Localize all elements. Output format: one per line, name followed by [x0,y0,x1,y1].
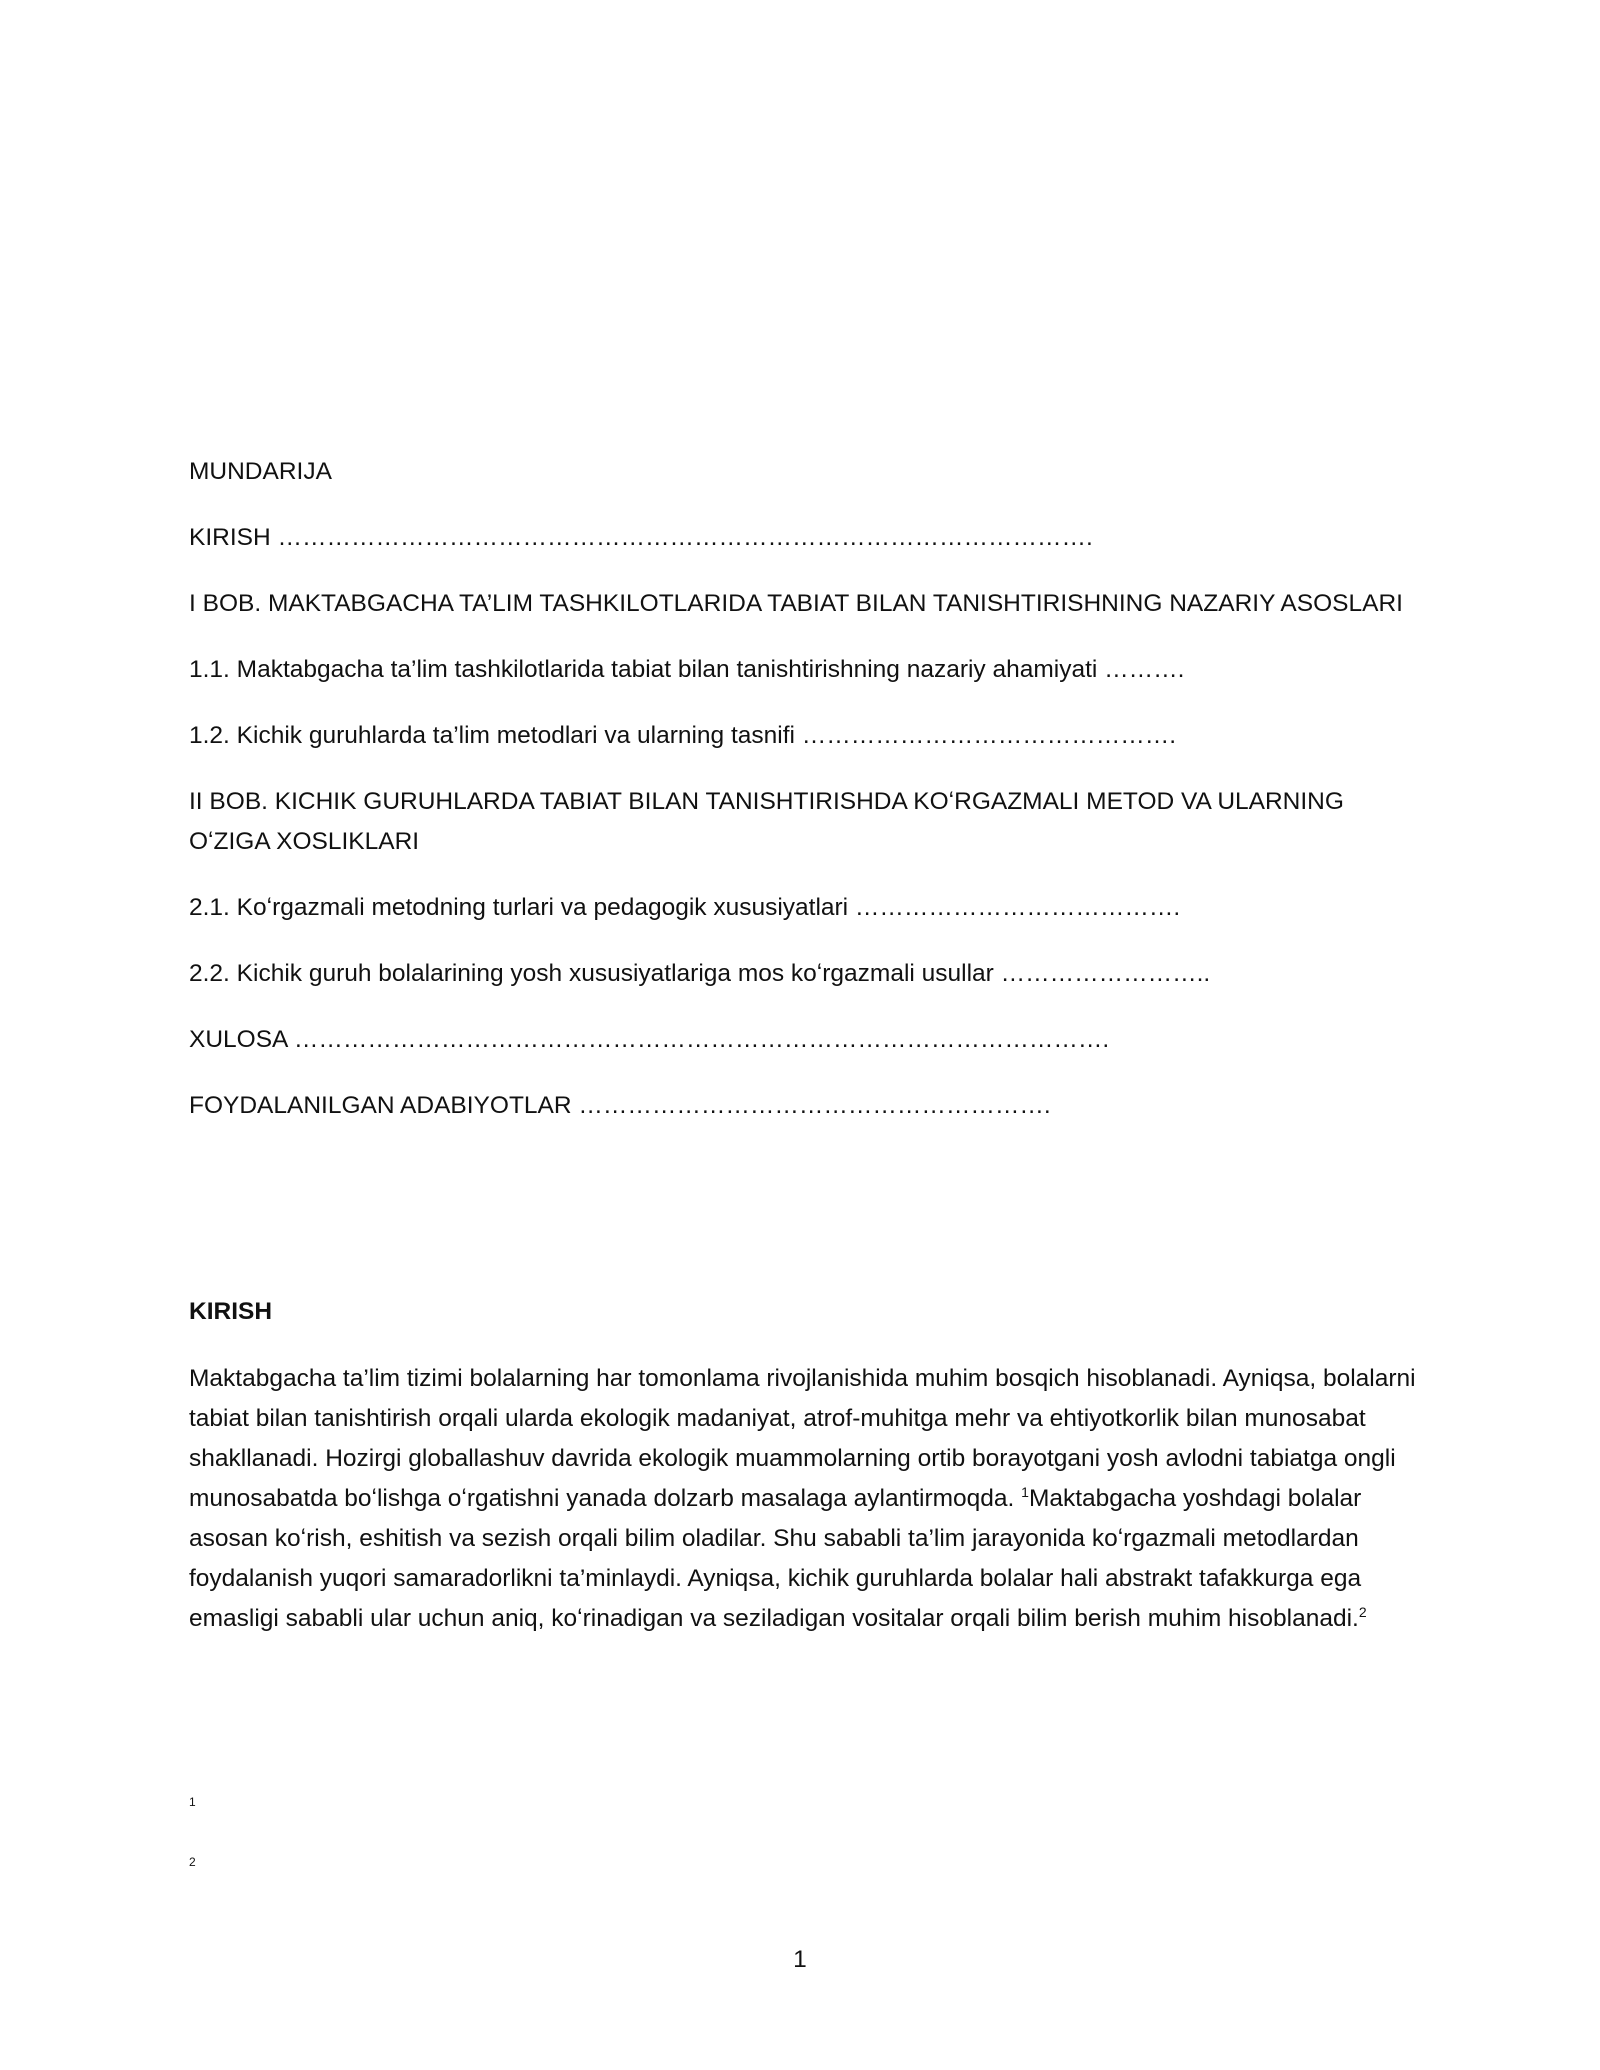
intro-text-part1: Maktabgacha ta’lim tizimi bolalarning har tomonlama rivojlanishida muhim bosqich hisoblanadi. Ayniqsa, bolalarni tabiat bilan tanishtirish orqali ularda ekologik madaniyat, atrof-muhitga mehr va ehtiyotkorlik bilan munosabat shakllanadi. Hozirgi globallashuv davrida ekologik muammolarning ortib borayotgani yosh avlodni tabiatga ongli munosabatda boʻlishga oʻrgatishni yanada dolzarb masalaga aylantirmoqda. [189,1365,1416,1512]
toc-item-chapter-2: II BOB. KICHIK GURUHLARDA TABIAT BILAN TANISHTIRISHDA KOʻRGAZMALI METOD VA ULARNING OʻZIGA XOSLIKLARI [189,788,1344,855]
toc-item-section-1-2: 1.2. Kichik guruhlarda ta’lim metodlari va ularning tasnifi ………………………………………. [189,722,1177,749]
footnote-mark-2: 2 [189,1855,196,1869]
toc-item-chapter-1: I BOB. MAKTABGACHA TA’LIM TASHKILOTLARIDA TABIAT BILAN TANISHTIRISHNING NAZARIY ASOSLARI [189,590,1403,617]
toc-item-xulosa: XULOSA ………………………………………………………………………………………. [189,1026,1110,1053]
table-of-contents [189,452,1429,1152]
intro-paragraph [189,1359,1429,1639]
footnote-ref-2: 2 [1358,1603,1367,1620]
section-title-kirish: KIRISH [189,1298,273,1325]
footnote-ref-1: 1 [1021,1483,1029,1500]
toc-item-references: FOYDALANILGAN ADABIYOTLAR …………………………………………………. [189,1092,1051,1119]
intro-text-part2: Maktabgacha yoshdagi bolalar asosan koʻrish, eshitish va sezish orqali bilim oladilar. Shu sababli ta’lim jarayonida koʻrgazmali metodlardan foydalanish yuqori samaradorlikni ta’minlaydi. Ayniqsa, kichik guruhlarda bolalar hali abstrakt tafakkurga ega emasligi sababli ular uchun aniq, koʻrinadigan va seziladigan vositalar orqali bilim berish muhim hisoblanadi. [189,1485,1362,1632]
page-number: 1 [793,1946,807,1973]
toc-item-section-2-2: 2.2. Kichik guruh bolalarining yosh xususiyatlariga mos koʻrgazmali usullar …………………….. [189,960,1211,987]
footnote-mark-1: 1 [189,1795,196,1809]
toc-item-section-2-1: 2.1. Koʻrgazmali metodning turlari va pedagogik xususiyatlari …………………………………. [189,894,1181,921]
toc-heading: MUNDARIJA [189,458,332,485]
toc-item-kirish: KIRISH ………………………………………………………………………………………. [189,524,1093,551]
toc-item-section-1-1: 1.1. Maktabgacha ta’lim tashkilotlarida tabiat bilan tanishtirishning nazariy ahamiyati ………. [189,656,1185,683]
